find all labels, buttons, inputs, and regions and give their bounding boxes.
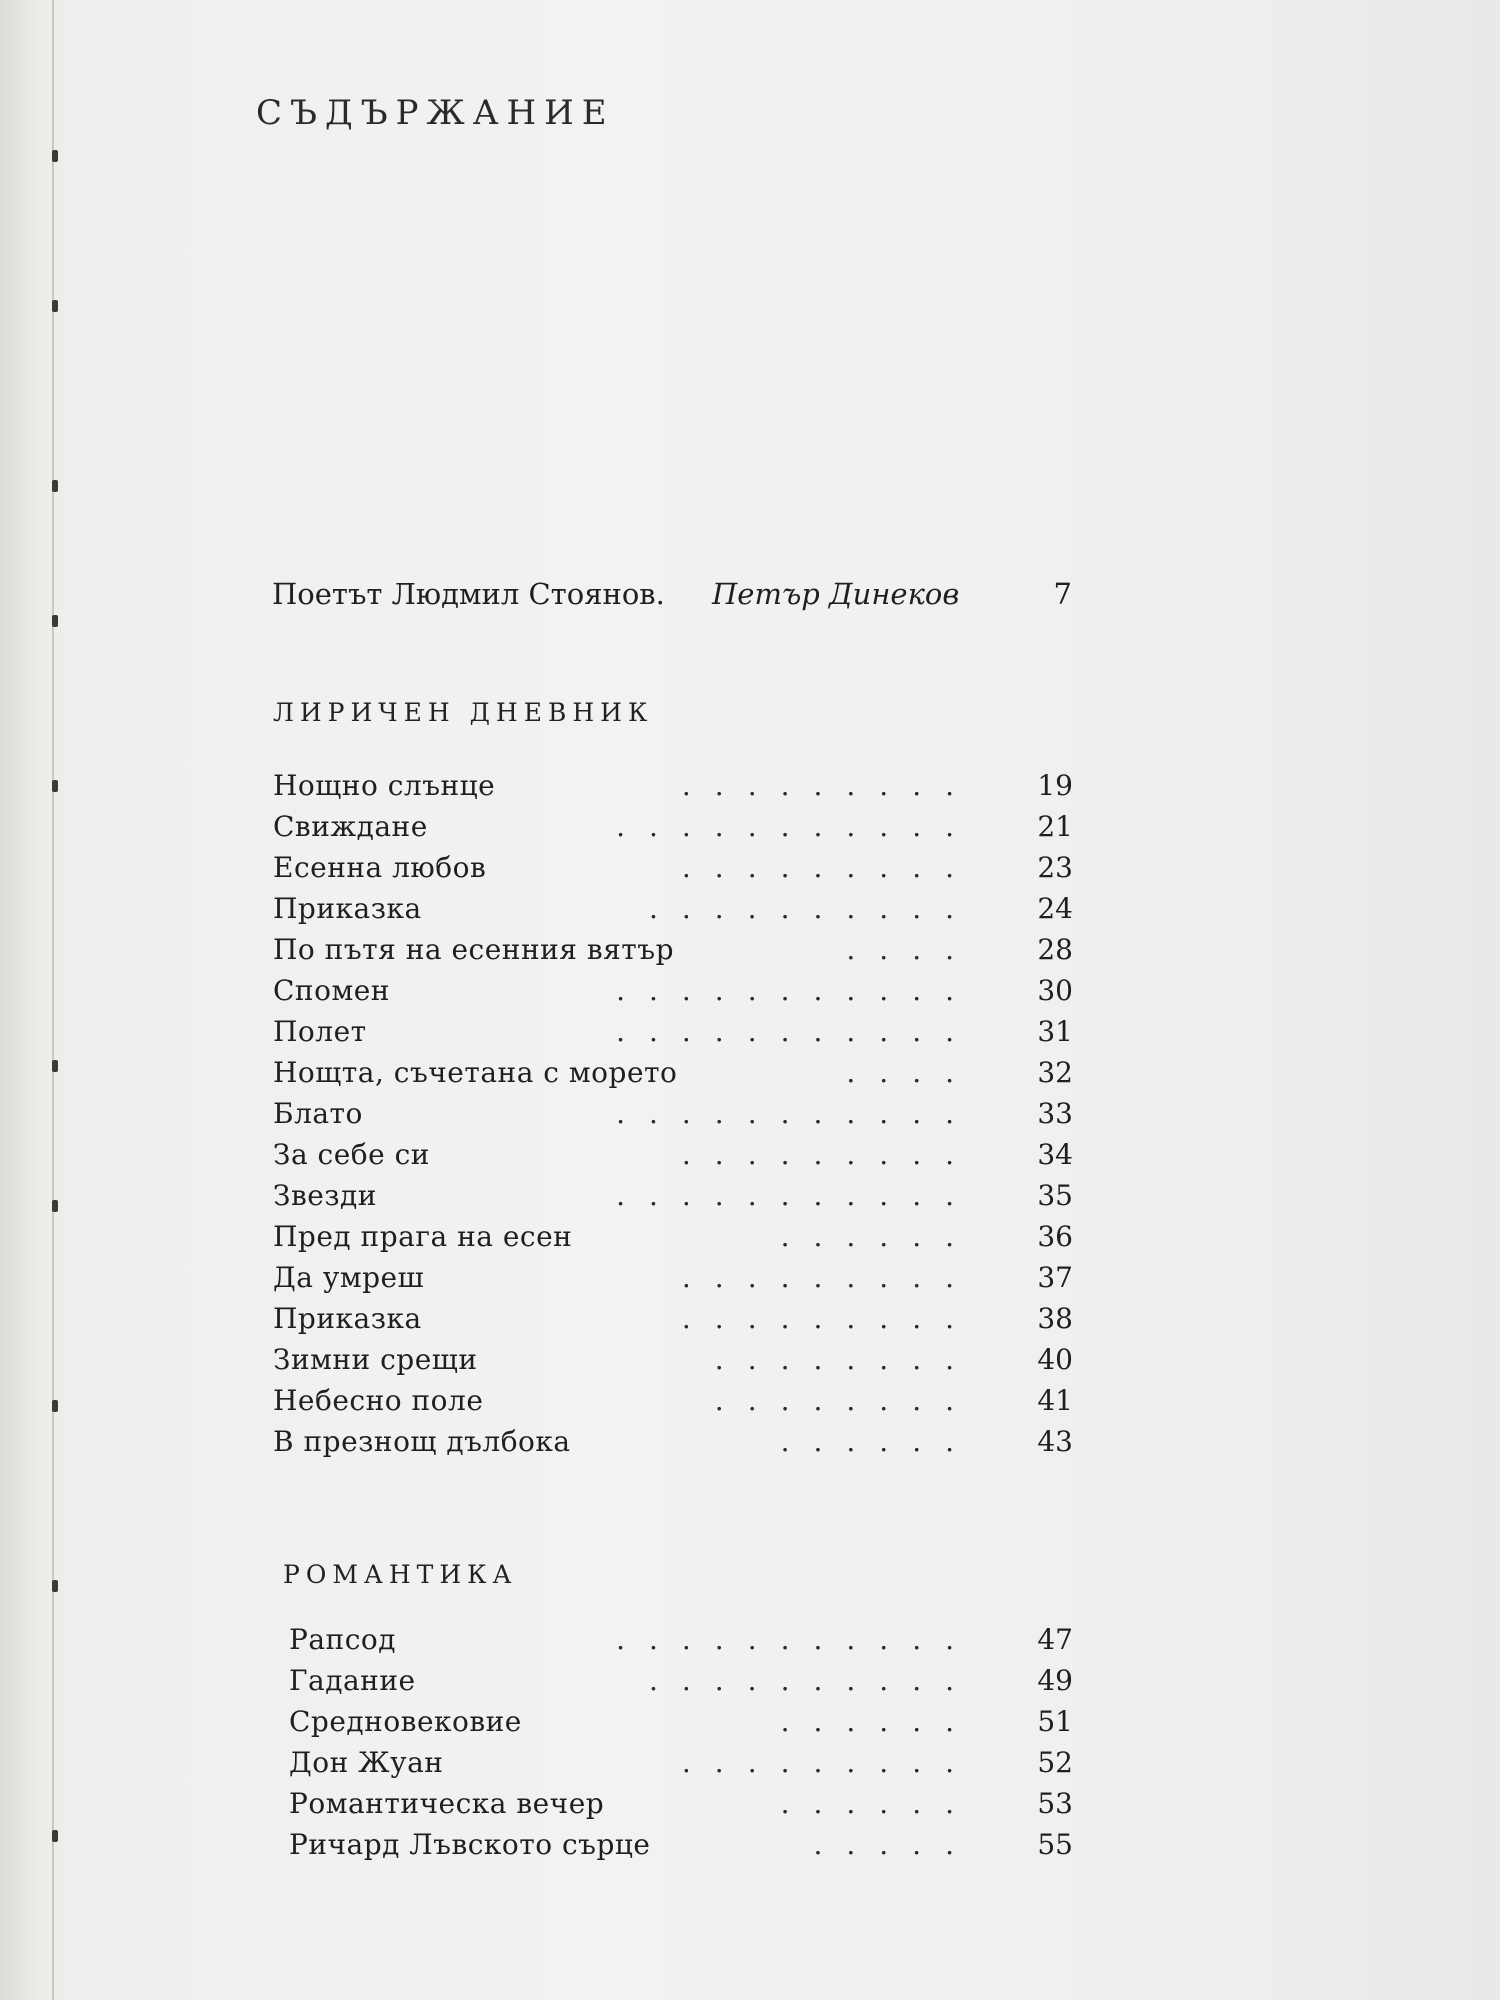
toc-entry-page: 35 <box>1037 1179 1073 1212</box>
toc-entry-title: Нощно слънце <box>273 769 496 802</box>
toc-leader-dots: ...... <box>780 1787 978 1820</box>
binding-stitch <box>52 1200 58 1212</box>
intro-entry-title: Поетът Людмил Стоянов. <box>272 577 665 611</box>
toc-entry-title: Гадание <box>289 1664 416 1697</box>
toc-entry-title: Приказка <box>273 1302 422 1335</box>
intro-entry-page: 7 <box>1053 577 1072 611</box>
toc-entry[interactable] <box>273 1176 1073 1216</box>
toc-entry[interactable] <box>273 766 1073 806</box>
binding-stitch <box>52 1580 58 1592</box>
toc-entry-page: 53 <box>1037 1787 1073 1820</box>
binding-stitch <box>52 615 58 627</box>
toc-entry-page: 51 <box>1037 1705 1073 1738</box>
toc-entry-title: Приказка <box>273 892 422 925</box>
toc-entry[interactable] <box>273 1422 1073 1462</box>
toc-entry-page: 37 <box>1037 1261 1073 1294</box>
toc-leader-dots: ........... <box>616 1015 978 1048</box>
toc-entry-title: За себе си <box>273 1138 430 1171</box>
section-heading: РОМАНТИКА <box>283 1560 518 1589</box>
toc-leader-dots: ...... <box>780 1425 978 1458</box>
toc-entry[interactable] <box>289 1825 1073 1865</box>
toc-entry-title: Рапсод <box>289 1623 396 1656</box>
page-title: СЪДЪРЖАНИЕ <box>256 93 615 133</box>
toc-entry-title: Зимни срещи <box>273 1343 478 1376</box>
toc-entry-page: 41 <box>1037 1384 1073 1417</box>
toc-leader-dots: ...... <box>780 1220 978 1253</box>
toc-entry[interactable] <box>273 1094 1073 1134</box>
toc-leader-dots: ...... <box>780 1705 978 1738</box>
toc-entry[interactable] <box>273 1340 1073 1380</box>
toc-leader-dots: ........... <box>616 1623 978 1656</box>
toc-leader-dots: ........... <box>616 810 978 843</box>
toc-entry-page: 43 <box>1037 1425 1073 1458</box>
toc-entry-page: 34 <box>1037 1138 1073 1171</box>
toc-entry-title: Свиждане <box>273 810 428 843</box>
toc-leader-dots: ........... <box>616 1179 978 1212</box>
toc-entry-page: 30 <box>1037 974 1073 1007</box>
toc-entry-page: 55 <box>1037 1828 1073 1861</box>
toc-leader-dots: ........ <box>714 1384 978 1417</box>
toc-leader-dots: ........ <box>714 1343 978 1376</box>
toc-leader-dots: .......... <box>648 1664 978 1697</box>
toc-entry[interactable] <box>273 807 1073 847</box>
toc-leader-dots: .... <box>846 933 978 966</box>
toc-entry-page: 32 <box>1037 1056 1073 1089</box>
toc-entry-title: Ричард Лъвското сърце <box>289 1828 651 1861</box>
toc-entry-title: Небесно поле <box>273 1384 484 1417</box>
toc-leader-dots: .......... <box>648 892 978 925</box>
toc-entry[interactable] <box>289 1702 1073 1742</box>
toc-entry-title: Пред прага на есен <box>273 1220 573 1253</box>
toc-entry-page: 52 <box>1037 1746 1073 1779</box>
toc-entry[interactable] <box>273 889 1073 929</box>
toc-entry[interactable] <box>273 1012 1073 1052</box>
toc-entry[interactable] <box>273 1381 1073 1421</box>
toc-leader-dots: ......... <box>681 1746 978 1779</box>
toc-entry-page: 31 <box>1037 1015 1073 1048</box>
intro-entry-author: Петър Динеков <box>712 577 960 611</box>
binding-stitch <box>52 780 58 792</box>
toc-leader-dots: ........... <box>616 1097 978 1130</box>
toc-entry-title: Да умреш <box>273 1261 425 1294</box>
toc-entry[interactable] <box>289 1743 1073 1783</box>
toc-entry[interactable] <box>289 1661 1073 1701</box>
toc-entry[interactable] <box>273 1053 1073 1093</box>
binding-stitch <box>52 1060 58 1072</box>
toc-entry[interactable] <box>289 1784 1073 1824</box>
toc-entry-page: 38 <box>1037 1302 1073 1335</box>
toc-entry-title: Звезди <box>273 1179 377 1212</box>
toc-entry-page: 49 <box>1037 1664 1073 1697</box>
binding-stitch <box>52 1400 58 1412</box>
toc-entry-title: Есенна любов <box>273 851 487 884</box>
toc-entry-title: Нощта, съчетана с морето <box>273 1056 678 1089</box>
toc-entry[interactable] <box>273 848 1073 888</box>
toc-leader-dots: ..... <box>813 1828 978 1861</box>
toc-entry-title: В презнощ дълбока <box>273 1425 571 1458</box>
toc-entry-title: Полет <box>273 1015 367 1048</box>
binding-stitch <box>52 150 58 162</box>
toc-entry-title: Блато <box>273 1097 363 1130</box>
toc-entry[interactable] <box>273 930 1073 970</box>
toc-entry-title: По пътя на есенния вятър <box>273 933 674 966</box>
binding-stitch <box>52 300 58 312</box>
toc-leader-dots: ......... <box>681 1261 978 1294</box>
toc-entry-page: 19 <box>1037 769 1073 802</box>
toc-entry-page: 23 <box>1037 851 1073 884</box>
toc-entry-page: 24 <box>1037 892 1073 925</box>
toc-entry-page: 40 <box>1037 1343 1073 1376</box>
binding-stitch <box>52 480 58 492</box>
toc-entry-page: 21 <box>1037 810 1073 843</box>
toc-leader-dots: ......... <box>681 769 978 802</box>
toc-leader-dots: ......... <box>681 1138 978 1171</box>
toc-leader-dots: ........... <box>616 974 978 1007</box>
toc-entry[interactable] <box>273 1135 1073 1175</box>
toc-entry-title: Дон Жуан <box>289 1746 444 1779</box>
toc-entry[interactable] <box>273 971 1073 1011</box>
section-heading: ЛИРИЧЕН ДНЕВНИК <box>273 698 654 727</box>
toc-leader-dots: ......... <box>681 1302 978 1335</box>
toc-leader-dots: .... <box>846 1056 978 1089</box>
toc-entry-page: 47 <box>1037 1623 1073 1656</box>
toc-entry[interactable] <box>273 1217 1073 1257</box>
toc-entry[interactable] <box>289 1620 1073 1660</box>
toc-entry-page: 28 <box>1037 933 1073 966</box>
toc-entry[interactable] <box>273 1258 1073 1298</box>
toc-entry-title: Спомен <box>273 974 390 1007</box>
toc-entry-title: Романтическа вечер <box>289 1787 605 1820</box>
toc-entry-title: Средновековие <box>289 1705 522 1738</box>
toc-leader-dots: ......... <box>681 851 978 884</box>
binding-stitch <box>52 1830 58 1842</box>
toc-entry[interactable] <box>273 1299 1073 1339</box>
intro-entry <box>272 577 1072 617</box>
toc-entry-page: 36 <box>1037 1220 1073 1253</box>
toc-entry-page: 33 <box>1037 1097 1073 1130</box>
